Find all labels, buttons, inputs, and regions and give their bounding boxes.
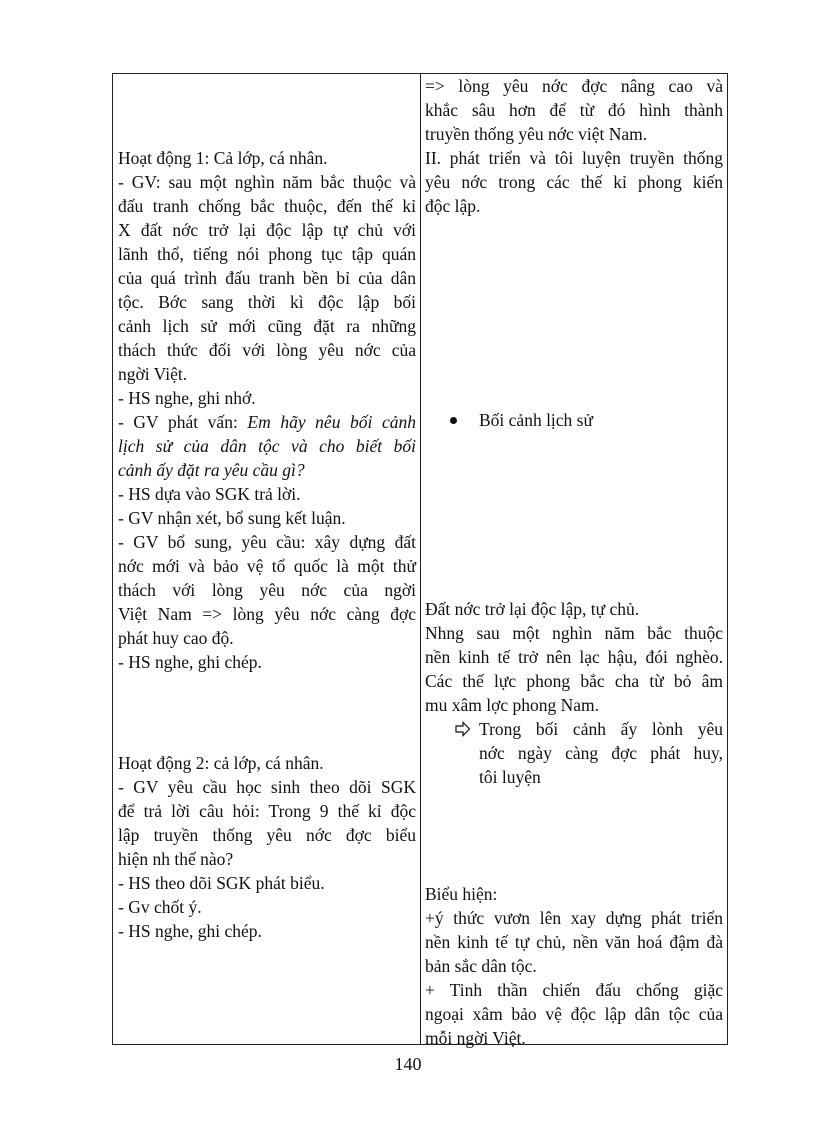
text-line: thách thức đối với lòng yêu nớc của	[118, 340, 416, 360]
lesson-table	[112, 73, 728, 1048]
question-text: Em hãy nêu bối cảnh	[247, 412, 416, 432]
text-line: để trả lời câu hỏi: Trong 9 thế kỉ độc	[118, 801, 416, 821]
bullet-text: Bối cảnh lịch sử	[479, 410, 593, 430]
text-line: truyền thống yêu nớc việt Nam.	[425, 124, 648, 144]
text-line: - HS nghe, ghi chép.	[118, 921, 262, 941]
text-line: yêu nớc trong các thế kỉ phong kiến	[425, 172, 723, 192]
arrow-right-icon	[455, 719, 471, 735]
text-line: phát huy cao độ.	[118, 628, 234, 648]
text-line: khắc sâu hơn để từ đó hình thành	[425, 100, 723, 120]
text-line: +ý thức vươn lên xay dựng phát triển	[425, 908, 723, 928]
text-line: X đất nớc trở lại độc lập tự chủ với	[118, 220, 416, 240]
text-line: - HS theo dõi SGK phát biểu.	[118, 873, 325, 893]
text-line: bản sắc dân tộc.	[425, 956, 537, 976]
text-line: lập truyền thống yêu nớc đợc biểu	[118, 825, 416, 845]
text-line: hiện nh thế nào?	[118, 849, 234, 869]
text-line: Hoạt động 2: cả lớp, cá nhân.	[118, 753, 324, 773]
text-line: mu xâm lợc phong Nam.	[425, 695, 600, 715]
text-line: thách với lòng yêu nớc của ngời	[118, 580, 416, 600]
text-line: nớc mới và bảo vệ tổ quốc là một thử	[118, 556, 416, 576]
text-line: Việt Nam => lòng yêu nớc càng đợc	[118, 604, 416, 624]
text-line	[118, 434, 416, 458]
text-line: ngời Việt.	[118, 364, 188, 384]
text-line: độc lập.	[425, 196, 481, 216]
text-line	[118, 458, 416, 482]
page-number: 140	[394, 1054, 422, 1074]
text-line: nớc ngày càng đợc phát huy,	[479, 743, 723, 763]
text-line: => lòng yêu nớc đợc nâng cao và	[425, 76, 723, 96]
arrow-text	[479, 717, 723, 789]
activity-1-followup-block	[118, 482, 416, 674]
text-line: Trong bối cảnh ấy lònh yêu	[479, 719, 723, 739]
text-line	[118, 410, 416, 434]
text-line: - GV: sau một nghìn năm bắc thuộc và	[118, 172, 416, 192]
text-line: - Gv chốt ý.	[118, 897, 202, 917]
text-line: Nhng sau một nghìn năm bắc thuộc	[425, 623, 723, 643]
text-line: Các thế lực phong bắc cha từ bỏ âm	[425, 671, 723, 691]
intro-block	[425, 74, 723, 218]
text-line: - GV nhận xét, bổ sung kết luận.	[118, 508, 346, 528]
text-line: lãnh thổ, tiếng nói phong tục tập quán	[118, 244, 416, 264]
text-line: - GV bổ sung, yêu cầu: xây dựng đất	[118, 532, 416, 552]
text-line: + Tinh thần chiến đấu chống giặc	[425, 980, 723, 1000]
text-line: nền kinh tế tự chủ, nền văn hoá đậm đà	[425, 932, 723, 952]
teacher-student-activities-column	[118, 74, 416, 1044]
text-line: cảnh lịch sử mới cũng đặt ra những	[118, 316, 416, 336]
bullet-dot-icon	[450, 417, 457, 424]
text-line: Đất nớc trở lại độc lập, tự chủ.	[425, 599, 640, 619]
text-line: ngoại xâm bảo vệ độc lập dân tộc của	[425, 1004, 723, 1024]
text-line: của quá trình đấu tranh bền bỉ của dân	[118, 268, 416, 288]
text-line: nền kinh tế trở nên lạc hậu, đói nghèo.	[425, 647, 723, 667]
text-line: II. phát triển và tôi luyện truyền thống	[425, 148, 723, 168]
column-divider	[420, 74, 421, 1044]
text-line: tộc. Bớc sang thời kì độc lập bối	[118, 292, 416, 312]
activity-1-block	[118, 146, 416, 410]
text-line: - HS nghe, ghi chép.	[118, 652, 262, 672]
text-line: đấu tranh chống bắc thuộc, đến thế kỉ	[118, 196, 416, 216]
text-line: - HS dựa vào SGK trả lời.	[118, 484, 301, 504]
manifestation-block	[425, 882, 723, 1050]
text-line: tôi luyện	[479, 767, 541, 787]
text-line: - HS nghe, ghi nhớ.	[118, 388, 256, 408]
text-line: - GV yêu cầu học sinh theo dõi SGK	[118, 777, 416, 797]
knowledge-content-column	[425, 74, 723, 1048]
context-block	[425, 597, 723, 717]
text-line: Hoạt động 1: Cả lớp, cá nhân.	[118, 148, 328, 168]
question-text: lịch sử của dân tộc và cho biết bối	[118, 436, 416, 456]
text-line: mỗi ngời Việt.	[425, 1028, 526, 1048]
text-line: Biểu hiện:	[425, 884, 498, 904]
teacher-question-block	[118, 410, 416, 482]
activity-2-block	[118, 751, 416, 943]
question-prefix: - GV phát vấn:	[118, 412, 248, 432]
question-text: cảnh ấy đặt ra yêu cầu gì?	[118, 460, 305, 480]
